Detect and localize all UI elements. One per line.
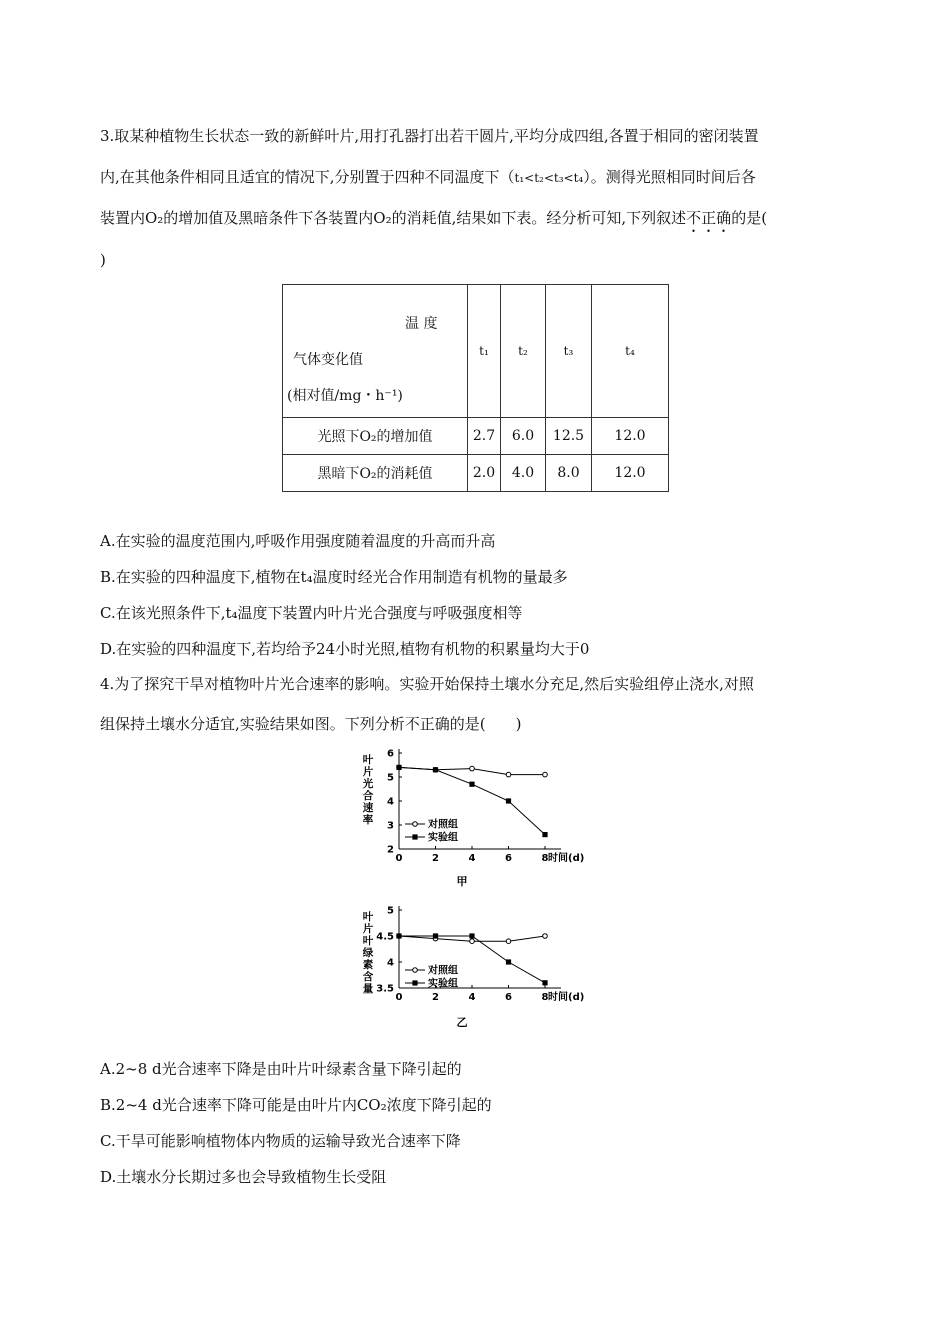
legend-label: 对照组: [428, 965, 458, 977]
cell: 12.5: [546, 418, 592, 455]
x-axis-label: 时间(d): [548, 853, 585, 864]
data-point-experiment: [469, 782, 474, 787]
chart-title: 乙: [456, 1016, 468, 1029]
table-row: [283, 455, 669, 492]
data-point-control: [543, 772, 548, 777]
legend-marker: [413, 968, 418, 973]
data-point-control: [470, 766, 475, 771]
x-tick-label: 2: [432, 992, 439, 1003]
x-tick-label: 8: [541, 992, 549, 1003]
x-axis-label: 时间(d): [548, 992, 585, 1003]
col-t1: t₁: [468, 285, 501, 418]
q3-option-b: B.在实验的四种温度下,植物在t₄温度时经光合作用制造有机物的量最多: [100, 568, 568, 586]
series-line-experiment: [399, 767, 545, 834]
q3-option-d: D.在实验的四种温度下,若均给予24小时光照,植物有机物的积累量均大于0: [100, 640, 590, 658]
chart-yi: [355, 900, 595, 1035]
cell: 4.0: [501, 455, 546, 492]
y-axis-label-char: 绿: [362, 947, 374, 959]
cell: 12.0: [592, 455, 669, 492]
q3-line-1: 3.取某种植物生长状态一致的新鲜叶片,用打孔器打出若干圆片,平均分成四组,各置于相同的密闭装置: [100, 127, 759, 145]
y-tick-label: 4.5: [376, 931, 394, 943]
q3-line-2a: 内,在其他条件相同且适宜的情况下,分别置于四种不同温度下（: [100, 168, 515, 186]
cell: 2.7: [468, 418, 501, 455]
chart-title: 甲: [456, 875, 468, 888]
y-axis-label-char: 合: [362, 790, 374, 802]
y-axis-label-char: 率: [362, 814, 374, 826]
q3-table: [282, 284, 669, 492]
q3-emphasis: 不正确: [686, 209, 732, 227]
data-point-experiment: [542, 832, 547, 837]
data-point-experiment: [433, 933, 438, 938]
q3-option-c: C.在该光照条件下,t₄温度下装置内叶片光合强度与呼吸强度相等: [100, 604, 523, 622]
y-tick-label: 5: [387, 905, 394, 917]
row-label: 黑暗下O₂的消耗值: [283, 455, 468, 492]
data-point-control: [506, 772, 511, 777]
q3-line-3a: 装置内O₂的增加值及黑暗条件下各装置内O₂的消耗值,结果如下表。经分析可知,下列叙述: [100, 209, 687, 227]
x-tick-label: 6: [505, 853, 512, 864]
chart-jia: [355, 745, 595, 895]
y-tick-label: 3.5: [376, 983, 394, 995]
x-tick-label: 4: [468, 853, 476, 864]
legend-marker: [413, 822, 418, 827]
q3-line-3: [100, 208, 767, 236]
y-axis-label-char: 素: [362, 959, 374, 971]
data-point-control: [543, 934, 548, 939]
y-axis-label-char: 片: [362, 923, 374, 935]
data-point-experiment: [433, 767, 438, 772]
legend-marker: [412, 980, 417, 985]
q4-option-b: B.2~4 d光合速率下降可能是由叶片内CO₂浓度下降引起的: [100, 1096, 492, 1114]
data-point-experiment: [469, 933, 474, 938]
hdr-temperature: 温 度: [405, 316, 438, 332]
q3-line-2c: ）。测得光照相同时间后各: [583, 168, 756, 186]
y-axis-label-char: 光: [362, 778, 374, 790]
q3-line-4: ): [100, 251, 106, 269]
cell: 8.0: [546, 455, 592, 492]
cell: 2.0: [468, 455, 501, 492]
y-tick-label: 4: [387, 957, 394, 969]
table-row: [283, 418, 669, 455]
q4-line-2: 组保持土壤水分适宜,实验结果如图。下列分析不正确的是( ): [100, 715, 522, 733]
hdr-unit: (相对值/mg・h⁻¹): [287, 388, 403, 404]
data-point-experiment: [506, 959, 511, 964]
y-axis-label-char: 含: [362, 971, 374, 983]
y-axis-label-char: 片: [362, 766, 374, 778]
legend-label: 对照组: [428, 819, 458, 831]
legend-marker: [412, 834, 417, 839]
y-tick-label: 5: [387, 772, 394, 784]
q4-line-1: 4.为了探究干旱对植物叶片光合速率的影响。实验开始保持土壤水分充足,然后实验组停止浇水,对照: [100, 675, 754, 693]
q3-line-3c: 的是(: [731, 209, 768, 227]
cell: 12.0: [592, 418, 669, 455]
data-point-control: [506, 939, 511, 944]
data-point-experiment: [506, 798, 511, 803]
q4-option-d: D.土壤水分长期过多也会导致植物生长受阻: [100, 1168, 387, 1186]
data-point-control: [470, 939, 475, 944]
row-label: 光照下O₂的增加值: [283, 418, 468, 455]
y-tick-label: 4: [387, 796, 394, 808]
x-tick-label: 6: [505, 992, 512, 1003]
q4-option-c: C.干旱可能影响植物体内物质的运输导致光合速率下降: [100, 1132, 461, 1150]
q3-option-a: A.在实验的温度范围内,呼吸作用强度随着温度的升高而升高: [100, 532, 496, 550]
cell: 6.0: [501, 418, 546, 455]
y-axis-label-char: 叶: [362, 754, 374, 766]
x-tick-label: 2: [432, 853, 439, 864]
y-tick-label: 6: [387, 748, 394, 760]
x-tick-label: 8: [541, 853, 549, 864]
q4-option-a: A.2~8 d光合速率下降是由叶片叶绿素含量下降引起的: [100, 1060, 462, 1078]
y-axis-label-char: 量: [362, 983, 374, 995]
data-point-experiment: [542, 980, 547, 985]
y-axis-label-char: 叶: [362, 911, 374, 923]
table-header-cell: [283, 285, 468, 418]
hdr-gas-change: 气体变化值: [293, 352, 363, 368]
y-axis-label-char: 速: [362, 802, 374, 814]
x-tick-label: 0: [395, 992, 403, 1003]
col-t4: t₄: [592, 285, 669, 418]
legend-label: 实验组: [428, 832, 458, 844]
q3-line-2: [100, 167, 756, 188]
y-tick-label: 3: [387, 820, 394, 832]
col-t2: t₂: [501, 285, 546, 418]
x-tick-label: 0: [395, 853, 403, 864]
col-t3: t₃: [546, 285, 592, 418]
q3-temp-order: t₁<t₂<t₃<t₄: [514, 171, 584, 185]
data-point-experiment: [396, 933, 401, 938]
legend-label: 实验组: [428, 978, 458, 990]
data-point-experiment: [396, 765, 401, 770]
y-tick-label: 2: [387, 844, 394, 856]
y-axis-label-char: 叶: [362, 935, 374, 947]
x-tick-label: 4: [468, 992, 476, 1003]
